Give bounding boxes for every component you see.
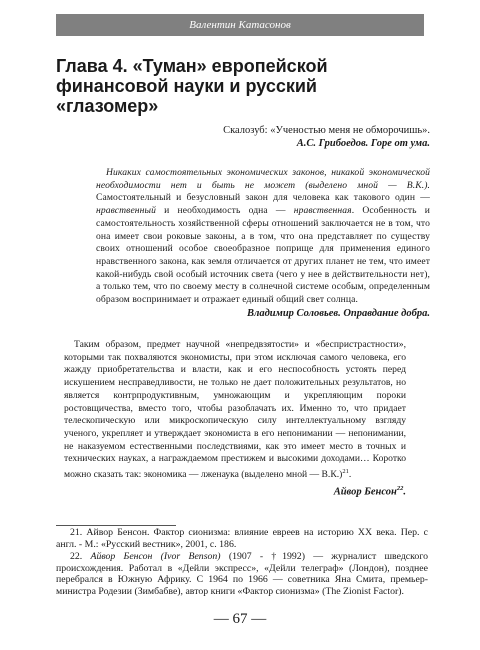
footnote-divider xyxy=(56,525,176,526)
epigraph-solovyov xyxy=(96,167,430,320)
epigraph-italic: нравственная xyxy=(293,205,352,217)
epigraph-griboedov xyxy=(96,124,430,150)
body-text: Таким образом, предмет научной «непредвзятости» и «беспристрастности», которыми так похваляются экономисты, при этом исключая самого человека, его жажду приобретательства и власти, как и его неспособность устоять перед искушением несправедливости, не только не дает положительных результатов, но является контрпродуктивным, умножающим и укрепляющим пороки ростовщичества, вместо того, чтобы разоблачать их. Именно то, что придает телескопическую или микроскопическую силу интеллектуальному взгляду ученого, укрепляет и утверждает экономиста в его непонимании — непонимании, не наказуемом естественными последствиями, как это имеет место в точных и технических науках, а награждаемом престижем и высокими доходами… Коротко можно сказать так: экономика — лженаука (выделено мной — В.К.) xyxy=(64,339,406,481)
chapter-title-line: «глазомер» xyxy=(56,96,159,116)
running-title: Валентин Катасонов xyxy=(189,19,291,31)
epigraph-span: Самостоятельный и безусловный закон для человека как такового один — xyxy=(96,192,430,204)
epigraph-italic: Никаких самостоятельных экономических законов, никакой экономической необходимости нет и быть не может (выделено мной — В.К.). xyxy=(96,167,430,191)
footnote-ref: 22 xyxy=(396,484,404,492)
running-header xyxy=(56,14,424,36)
epigraph-attribution: А.С. Грибоедов. Горе от ума. xyxy=(296,138,430,149)
body-quote xyxy=(64,339,406,498)
quote-author: Айвор Бенсон$^{22}$. xyxy=(333,484,406,498)
footnote-number: 22. xyxy=(70,551,91,563)
footnote xyxy=(56,551,428,597)
footnotes xyxy=(56,527,428,599)
footnote-text: (1907 - †1992) — журналист шведского происхождения. Работал в «Дейли экспресс», «Дейли телеграф» (Лондон), позднее перебрался в Южную Африку. С 1964 по 1966 — советника Яна Смита, премьер-министра Родезии (Зимбабве), автор книги «Фактор сионизма» (The Zionist Factor). xyxy=(56,551,428,597)
body-paragraph: Таким образом, предмет научной «непредвзятости» и «беспристрастности», которыми так похваляются экономисты, при этом исключая самого человека, его жажду приобретательства и власти, как и его неспособность устоять перед искушением несправедливости, не только не дает положительных результатов, но является контрпродуктивным, умножающим и укрепляющим пороки ростовщичества, вместо того, чтобы разоблачать их. Именно то, что придает телескопическую или микроскопическую силу интеллектуальному взгляду ученого, укрепляет и утверждает экономиста в его непонимании — непонимании, не наказуемом естественными последствиями, как это имеет место в точных и технических науках, а награждаемом престижем и высокими доходами… Коротко можно сказать так: экономика — лженаука (выделено мной — В.К.)$^{21}$. xyxy=(64,339,406,481)
chapter-title xyxy=(56,56,426,116)
footnote: 21. Айвор Бенсон. Фактор сионизма: влияние евреев на историю XX века. Пер. с англ. - М.: «Русский вестник», 2001, с. 186. xyxy=(56,527,428,550)
epigraph-italic: нравственный xyxy=(96,205,157,217)
chapter-title-line: Глава 4. «Туман» европейской xyxy=(56,56,328,76)
epigraph-span: и необходимость одна — xyxy=(156,205,294,217)
epigraph-quote: Скалозуб: «Ученостью меня не обморочишь». xyxy=(223,125,430,136)
epigraph-text xyxy=(96,167,430,307)
footnote-ref: 21 xyxy=(342,468,349,476)
page-number: — 67 — xyxy=(213,611,267,627)
chapter-title-line: финансовой науки и русский xyxy=(56,76,317,96)
footnote-italic: Айвор Бенсон (Ivor Benson) xyxy=(90,551,221,563)
author-name: Айвор Бенсон xyxy=(333,486,397,498)
epigraph-span: . Особенность и самостоятельность хозяйственной сферы отношений заключается не в том, что она имеет свои роковые законы, а в том, что она представляет по существу своих отношений особое своеобразное поприще для применения единого нравственного закона, как земля отличается от других планет не тем, что имеет какой-нибудь свой особый источник света (чего у нее в действительности нет), а только тем, что по своему месту в солнечной системе особым, определенным образом воспринимает и отражает единый общий свет солнца. xyxy=(96,205,430,306)
epigraph-attribution: Владимир Соловьев. Оправдание добра. xyxy=(246,307,430,319)
